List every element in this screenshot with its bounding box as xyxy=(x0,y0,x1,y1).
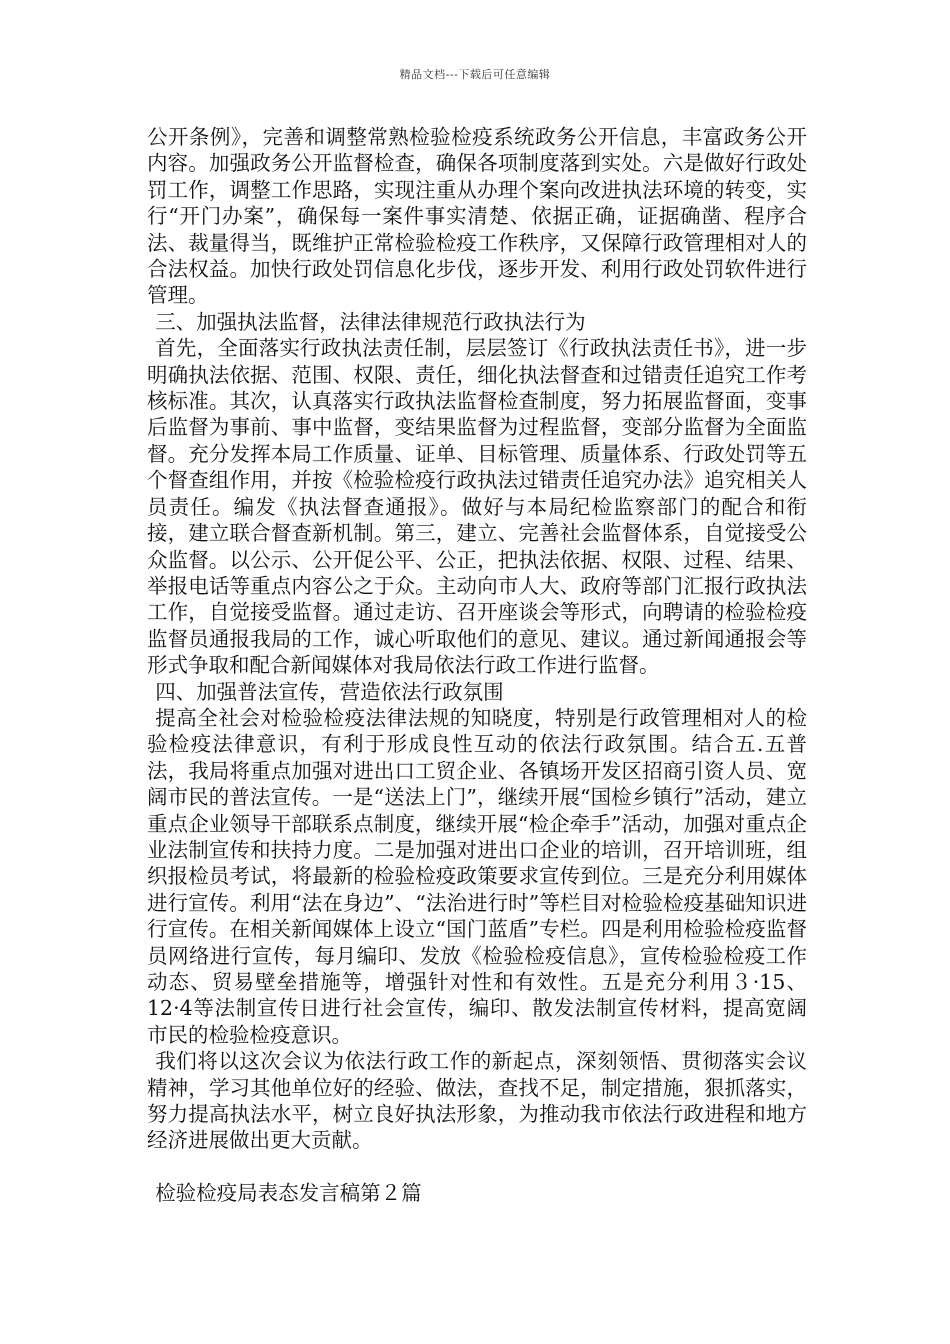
page-header-note: 精品文档---下载后可任意编辑 xyxy=(399,68,551,81)
paragraph-conclusion: 我们将以这次会议为依法行政工作的新起点，深刻领悟、贯彻落实会议精神，学习其他单位好的经验、做法，查找不足，制定措施，狠抓落实，努力提高执法水平，树立良好执法形象，为推动我市依法行政进程和地方经济进展做出更大贡献。 xyxy=(147,1049,807,1153)
paragraph-supervision: 首先，全面落实行政执法责任制，层层签订《行政执法责任书》，进一步明确执法依据、范围、权限、责任，细化执法督查和过错责任追究工作考核标准。其次，认真落实行政执法监督检查制度，努力拓展监督面，变事后监督为事前、事中监督，变结果监督为过程监督，变部分监督为全面监督。充分发挥本局工作质量、证单、目标管理、质量体系、行政处罚等五个督查组作用，并按《检验检疫行政执法过错责任追究办法》追究相关人员责任。编发《执法督查通报》。做好与本局纪检监察部门的配合和衔接，建立联合督查新机制。第三，建立、完善社会监督体系，自觉接受公众监督。以公示、公开促公平、公正，把执法依据、权限、过程、结果、举报电话等重点内容公之于众。主动向市人大、政府等部门汇报行政执法工作，自觉接受监督。通过走访、召开座谈会等形式，向聘请的检验检疫监督员通报我局的工作，诚心听取他们的意见、建议。通过新闻通报会等形式争取和配合新闻媒体对我局依法行政工作进行监督。 xyxy=(147,336,807,678)
section-heading-three: 三、加强执法监督，法律法律规范行政执法行为 xyxy=(155,309,586,334)
paragraph-continuation: 公开条例》，完善和调整常熟检验检疫系统政务公开信息，丰富政务公开内容。加强政务公开监督检查，确保各项制度落到实处。六是做好行政处罚工作，调整工作思路，实现注重从办理个案向改进执法环境的转变，实行“开门办案”，确保每一案件事实清楚、依据正确，证据确凿、程序合法、裁量得当，既维护正常检验检疫工作秩序，又保障行政管理相对人的合法权益。加快行政处罚信息化步伐，逐步开发、利用行政处罚软件进行管理。 xyxy=(147,125,807,308)
section-heading-four: 四、加强普法宣传，营造依法行政氛围 xyxy=(155,679,504,704)
paragraph-legal-publicity: 提高全社会对检验检疫法律法规的知晓度，特别是行政管理相对人的检验检疫法律意识，有利于形成良性互动的依法行政氛围。结合五.五普法，我局将重点加强对进出口工贸企业、各镇场开发区招商引资人员、宽阔市民的普法宣传。一是“送法上门”，继续开展“国检乡镇行”活动，建立重点企业领导干部联系点制度，继续开展“检企牵手”活动，加强对重点企业法制宣传和扶持力度。二是加强对进出口企业的培训，召开培训班，组织报检员考试，将最新的检验检疫政策要求宣传到位。三是充分利用媒体进行宣传。利用“法在身边”、“法治进行时”等栏目对检验检疫基础知识进行宣传。在相关新闻媒体上设立“国门蓝盾”专栏。四是利用检验检疫监督员网络进行宣传，每月编印、发放《检验检疫信息》，宣传检验检疫工作动态、贸易壁垒措施等，增强针对性和有效性。五是充分利用３·15、12·4等法制宣传日进行社会宣传，编印、散发法制宣传材料，提高宽阔市民的检验检疫意识。 xyxy=(147,705,807,1047)
next-article-title: 检验检疫局表态发言稿第２篇 xyxy=(155,1181,422,1206)
blank-line xyxy=(147,1154,807,1180)
document-body xyxy=(147,124,807,1207)
